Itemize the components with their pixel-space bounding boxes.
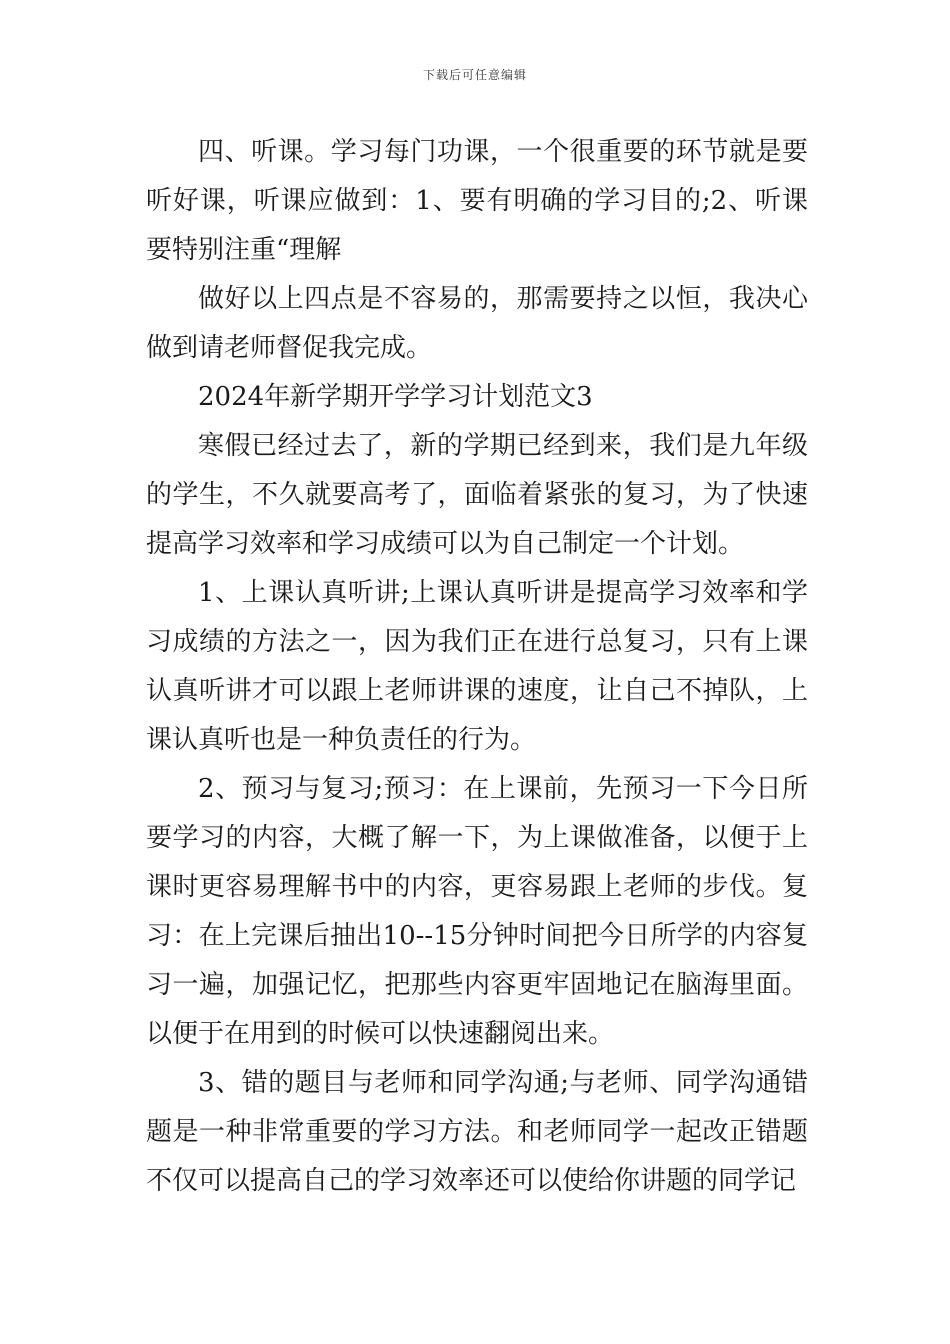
paragraph-point-1: 1、上课认真听讲;上课认真听讲是提高学习效率和学习成绩的方法之一，因为我们正在进行总复习，只有上课认真听讲才可以跟上老师讲课的速度，让自己不掉队，上课认真听也是一种负责任的行为。 [146, 578, 808, 755]
paragraph-point-2: 2、预习与复习;预习：在上课前，先预习一下今日所要学习的内容，大概了解一下，为上课做准备，以便于上课时更容易理解书中的内容，更容易跟上老师的步伐。复习：在上完课后抽出10--15分钟时间把今日所学的内容复习一遍，加强记忆，把那些内容更牢固地记在脑海里面。以便于在用到的时候可以快速翻阅出来。 [146, 774, 808, 1049]
document-body [146, 128, 808, 1206]
paragraph-resolve: 做好以上四点是不容易的，那需要持之以恒，我决心做到请老师督促我完成。 [146, 284, 808, 363]
page-header: 下载后可任意编辑 [422, 68, 527, 82]
paragraph-point-3: 3、错的题目与老师和同学沟通;与老师、同学沟通错题是一种非常重要的学习方法。和老师同学一起改正错题不仅可以提高自己的学习效率还可以使给你讲题的同学记 [146, 1068, 808, 1196]
section-heading: 2024年新学期开学学习计划范文3 [198, 382, 593, 412]
paragraph-intro: 寒假已经过去了，新的学期已经到来，我们是九年级的学生，不久就要高考了，面临着紧张的复习，为了快速提高学习效率和学习成绩可以为自己制定一个计划。 [146, 431, 808, 559]
paragraph-listening: 四、听课。学习每门功课，一个很重要的环节就是要听好课，听课应做到：1、要有明确的学习目的;2、听课要特别注重“理解 [146, 137, 808, 265]
